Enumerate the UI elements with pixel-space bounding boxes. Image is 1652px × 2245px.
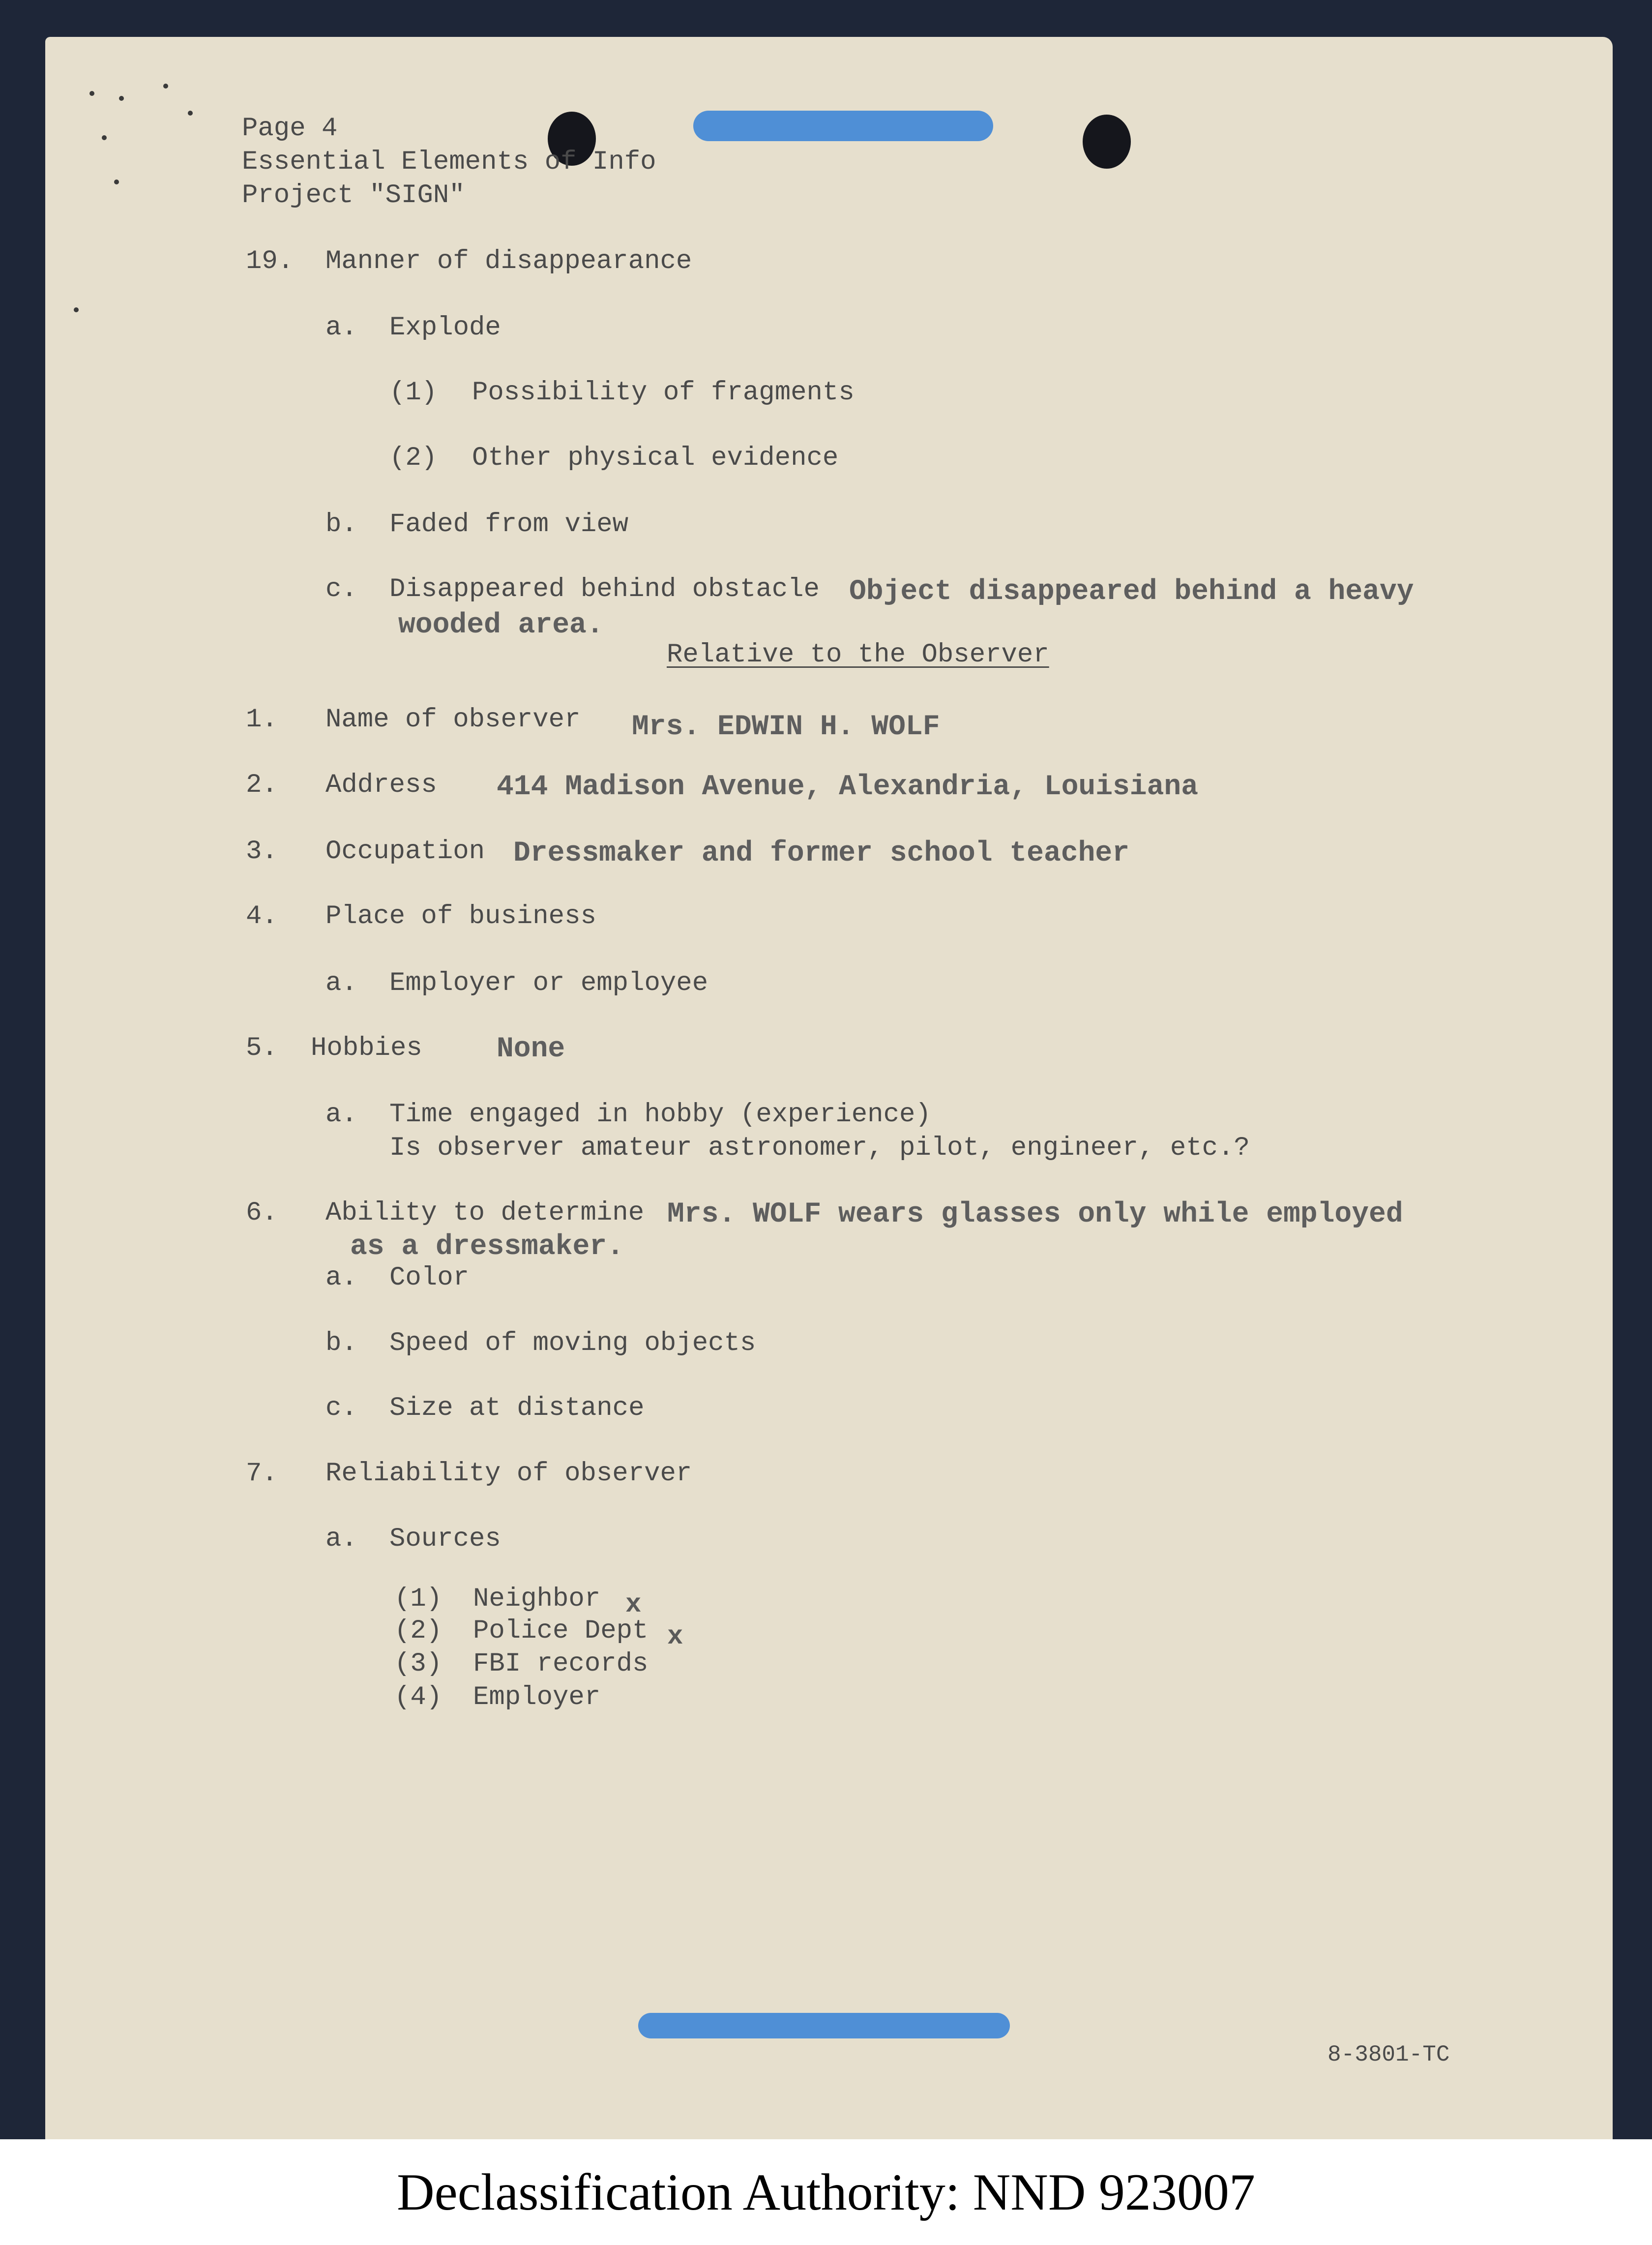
punch-hole-right — [1083, 115, 1131, 169]
check-mark: x — [625, 1590, 642, 1620]
sub-label: Employer or employee — [389, 968, 708, 998]
sub-letter: a. — [325, 313, 357, 343]
item-label: Name of observer — [325, 705, 581, 735]
sub-label: Explode — [389, 313, 501, 343]
source-label: Police Dept — [473, 1616, 649, 1646]
sub-sub-number: (2) — [389, 443, 438, 473]
sub-letter: a. — [325, 1524, 357, 1554]
speck — [188, 111, 193, 116]
typed-answer: Object disappeared behind a heavy — [849, 576, 1414, 608]
source-number: (3) — [394, 1649, 442, 1679]
sub-label: Time engaged in hobby (experience) — [389, 1100, 931, 1130]
speck — [102, 135, 107, 140]
section-heading: Relative to the Observer — [667, 640, 1049, 670]
typed-answer: as a dressmaker. — [350, 1231, 624, 1263]
source-label: Employer — [473, 1682, 601, 1712]
speck — [74, 307, 79, 312]
item-number: 1. — [246, 705, 278, 735]
typed-answer: wooded area. — [398, 609, 604, 641]
sub-sub-label: Other physical evidence — [472, 443, 839, 473]
item-number: 4. — [246, 901, 278, 931]
speck — [114, 180, 119, 184]
typed-answer: None — [497, 1033, 565, 1065]
item-label: Ability to determine — [325, 1198, 645, 1228]
item-number: 6. — [246, 1198, 278, 1228]
sub-letter: b. — [325, 509, 357, 539]
document-page — [45, 37, 1613, 2139]
sub-letter: a. — [325, 968, 357, 998]
sub-letter: b. — [325, 1328, 357, 1358]
sub-letter: a. — [325, 1263, 357, 1293]
declassification-caption: Declassification Authority: NND 923007 — [397, 2163, 1255, 2221]
blue-tape-bottom — [638, 2013, 1010, 2038]
typed-answer: Mrs. WOLF wears glasses only while employed — [667, 1198, 1403, 1230]
sub-label: Size at distance — [389, 1393, 645, 1423]
sub-label: Disappeared behind obstacle — [389, 574, 820, 604]
sub-sub-label: Possibility of fragments — [472, 378, 855, 408]
item-label: Hobbies — [311, 1033, 422, 1063]
item-number: 3. — [246, 837, 278, 867]
item-label: Occupation — [325, 837, 485, 867]
sub-letter: a. — [325, 1100, 357, 1130]
source-number: (2) — [394, 1616, 442, 1646]
typed-answer: 414 Madison Avenue, Alexandria, Louisiana — [497, 771, 1199, 803]
item-number: 19. — [246, 246, 294, 276]
source-label: Neighbor — [473, 1584, 601, 1614]
sub-letter: c. — [325, 574, 357, 604]
sub-label: Speed of moving objects — [389, 1328, 756, 1358]
item-label: Address — [325, 770, 437, 800]
speck — [89, 91, 94, 96]
sub-sub-number: (1) — [389, 378, 438, 408]
check-mark: x — [667, 1622, 683, 1652]
source-number: (4) — [394, 1682, 442, 1712]
item-label: Manner of disappearance — [325, 246, 692, 276]
header-project: Project "SIGN" — [242, 180, 465, 210]
sub-label: Is observer amateur astronomer, pilot, engineer, etc.? — [389, 1133, 1250, 1163]
speck — [119, 96, 124, 101]
header-subject: Essential Elements of Info — [242, 147, 656, 177]
sub-label: Color — [389, 1263, 470, 1293]
item-label: Place of business — [325, 901, 596, 931]
typed-answer: Dressmaker and former school teacher — [513, 838, 1130, 869]
item-number: 5. — [246, 1033, 278, 1063]
source-number: (1) — [394, 1584, 442, 1614]
sub-letter: c. — [325, 1393, 357, 1423]
item-number: 7. — [246, 1459, 278, 1489]
document-code: 8-3801-TC — [1328, 2042, 1450, 2067]
speck — [163, 84, 168, 89]
sub-label: Faded from view — [389, 509, 629, 539]
item-number: 2. — [246, 770, 278, 800]
sub-label: Sources — [389, 1524, 501, 1554]
page-number: Page 4 — [242, 114, 338, 144]
blue-tape-top — [693, 111, 993, 141]
source-label: FBI records — [473, 1649, 649, 1679]
typed-answer: Mrs. EDWIN H. WOLF — [632, 711, 940, 743]
item-label: Reliability of observer — [325, 1459, 692, 1489]
